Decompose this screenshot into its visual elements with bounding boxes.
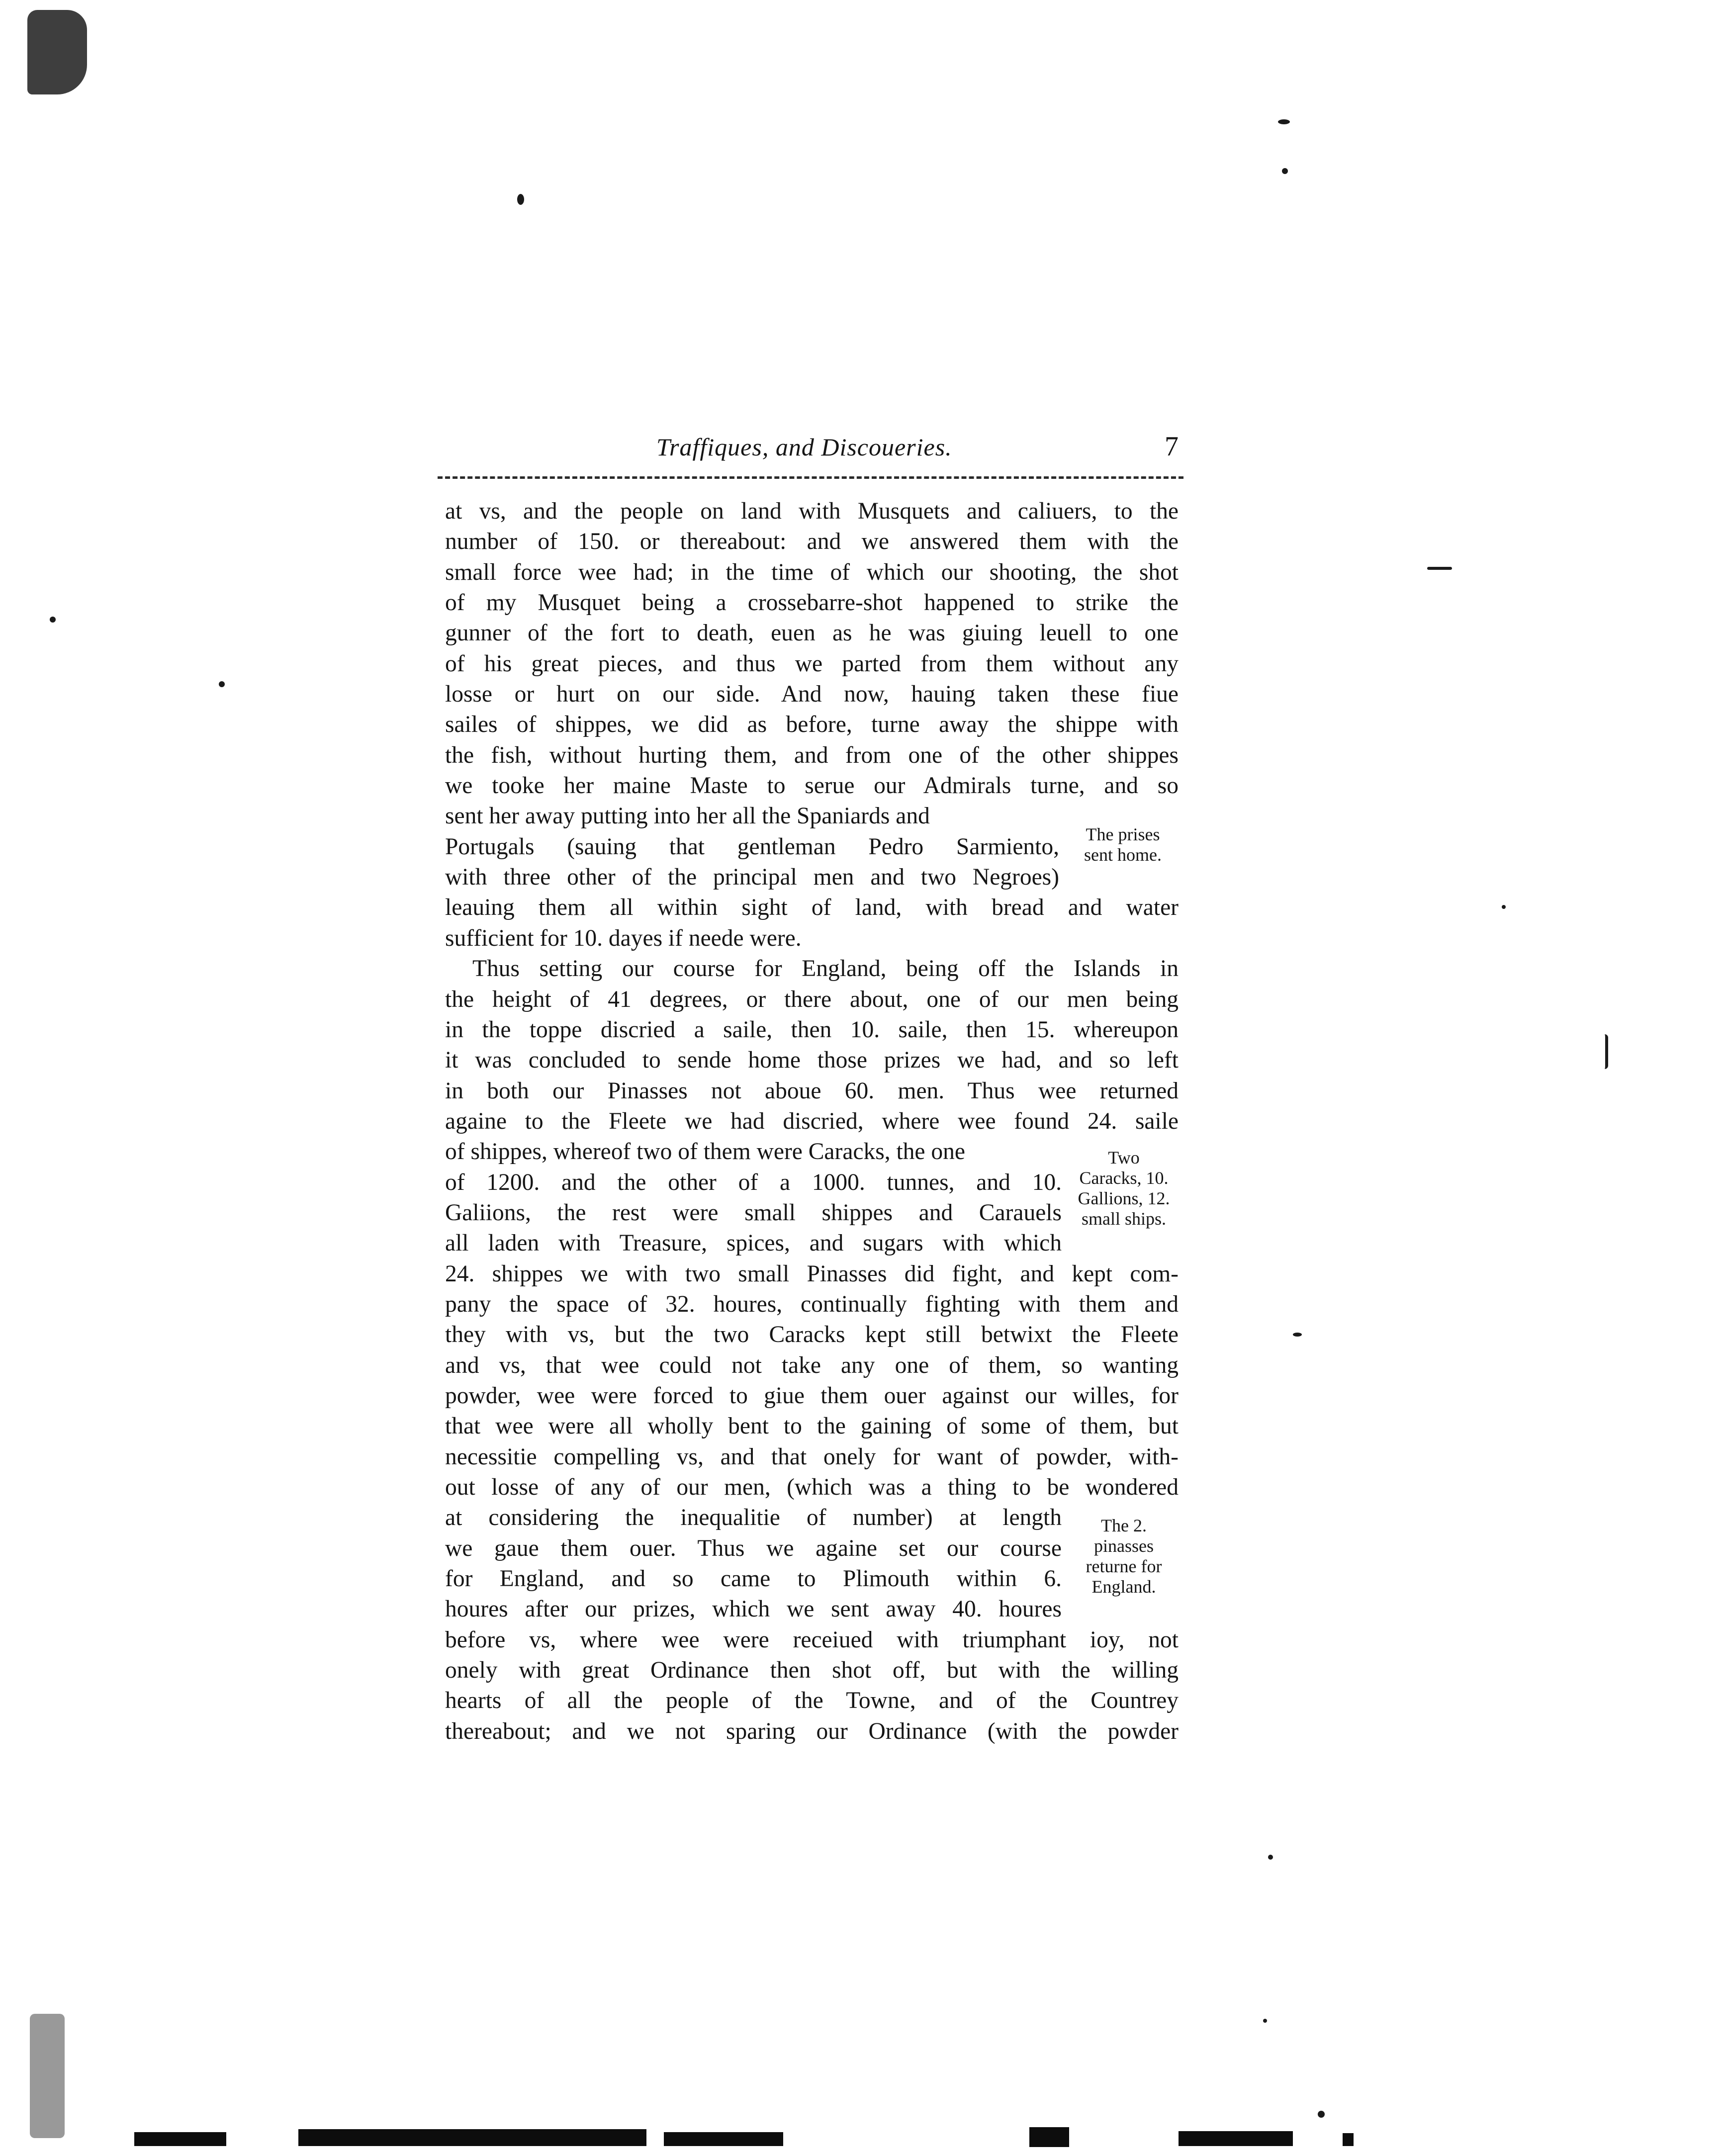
text-line: leauing them all within sight of land, with bread and water [445, 895, 1179, 921]
dust-speck [1601, 1034, 1608, 1069]
margin-note-line: England. [1091, 1577, 1156, 1597]
text-line: in the toppe discried a saile, then 10. saile, then 15. whereupon [445, 1016, 1179, 1043]
text-line: Galiions, the rest were small shippes and Carauels [445, 1199, 1062, 1226]
text-line: small force wee had; in the time of which our shooting, the shot [445, 559, 1179, 585]
text-line: of his great pieces, and thus we parted from them without any [445, 650, 1179, 677]
dust-speck [1263, 2019, 1267, 2023]
text-line: hearts of all the people of the Towne, and of the Countrey [445, 1688, 1179, 1714]
dust-speck [1278, 119, 1290, 124]
text-line: Thus setting our course for England, being off the Islands in [472, 956, 1179, 982]
scan-edge-smudge [30, 2014, 65, 2138]
text-line: before vs, where wee were receiued with triumphant ioy, not [445, 1626, 1179, 1653]
margin-note-line: returne for [1086, 1556, 1162, 1576]
running-head-title: Traffiques, and Discoueries. [656, 433, 952, 461]
text-line: gunner of the fort to death, euen as he was giuing leuell to one [445, 620, 1179, 646]
scan-bottom-bar [298, 2129, 646, 2146]
text-line: thereabout; and we not sparing our Ordinance (with the powder [445, 1718, 1179, 1744]
text-line: it was concluded to sende home those prizes we had, and so left [445, 1047, 1179, 1074]
dust-speck [1282, 168, 1288, 174]
text-line: necessitie compelling vs, and that onely for want of powder, with- [445, 1443, 1179, 1470]
dust-speck [1268, 1855, 1273, 1860]
text-line: sufficient for 10. dayes if neede were. [445, 925, 802, 951]
dust-speck [50, 617, 56, 623]
margin-note-line: pinasses [1094, 1536, 1154, 1556]
dust-speck [1293, 1333, 1302, 1337]
text-line: losse or hurt on our side. And now, hauing taken these fiue [445, 681, 1179, 708]
text-line: at vs, and the people on land with Musquets and caliuers, to the [445, 498, 1179, 524]
text-line: sailes of shippes, we did as before, turne away the shippe with [445, 712, 1179, 738]
text-line: of shippes, whereof two of them were Caracks, the one [445, 1139, 965, 1165]
scan-bottom-bar [1343, 2133, 1354, 2146]
text-line: we tooke her maine Maste to serue our Admirals turne, and so [445, 773, 1179, 799]
scan-bottom-bar [1029, 2127, 1069, 2147]
text-line: all laden with Treasure, spices, and sugars with which [445, 1230, 1062, 1257]
text-line: Portugals (sauing that gentleman Pedro Sarmiento, [445, 833, 1059, 860]
running-head [467, 433, 1179, 477]
margin-note-line: Caracks, 10. [1079, 1168, 1169, 1188]
text-line: powder, wee were forced to giue them ouer against our willes, for [445, 1382, 1179, 1409]
dust-speck [517, 194, 524, 205]
text-line: with three other of the principal men and two Negroes) [445, 864, 1059, 891]
text-line: pany the space of 32. houres, continually fighting with them and [445, 1291, 1179, 1317]
margin-note-pinasses [1062, 1516, 1186, 1597]
text-line: onely with great Ordinance then shot off, but with the willing [445, 1657, 1179, 1684]
text-line: at considering the inequalitie of number) at length [445, 1505, 1062, 1531]
text-line: in both our Pinasses not aboue 60. men. Thus wee returned [445, 1078, 1179, 1104]
text-line: of my Musquet being a crossebarre-shot happened to strike the [445, 590, 1179, 616]
margin-note-line: The 2. [1101, 1516, 1147, 1535]
dust-speck [219, 681, 225, 687]
text-line: of 1200. and the other of a 1000. tunnes, and 10. [445, 1169, 1062, 1195]
text-line: number of 150. or thereabout: and we answered them with the [445, 529, 1179, 555]
text-line: they with vs, but the two Caracks kept still betwixt the Fleete [445, 1322, 1179, 1348]
text-line: that wee were all wholly bent to the gaining of some of them, but [445, 1413, 1179, 1439]
margin-note-prizes [1063, 824, 1182, 865]
text-line: sent her away putting into her all the Spaniards and [445, 803, 930, 829]
scan-bottom-bar [1179, 2131, 1293, 2146]
text-line: out losse of any of our men, (which was a thing to be wondered [445, 1474, 1179, 1500]
margin-note-line: The prises [1086, 824, 1160, 844]
margin-note-line: small ships. [1081, 1209, 1166, 1229]
text-line: 24. shippes we with two small Pinasses did fight, and kept com- [445, 1260, 1179, 1287]
head-rule [438, 476, 1183, 479]
margin-note-caracks [1062, 1148, 1186, 1229]
margin-note-line: sent home. [1084, 845, 1162, 865]
text-line: againe to the Fleete we had discried, where wee found 24. saile [445, 1108, 1179, 1134]
margin-note-line: Two [1108, 1148, 1140, 1168]
dust-speck [1427, 567, 1452, 570]
scan-bottom-bar [664, 2132, 783, 2146]
margin-note-line: Gallions, 12. [1078, 1188, 1170, 1208]
scan-bottom-bar [134, 2132, 226, 2146]
text-line: the height of 41 degrees, or there about, one of our men being [445, 986, 1179, 1012]
text-line: the fish, without hurting them, and from one of the other shippes [445, 742, 1179, 768]
scan-edge-smudge [27, 10, 87, 94]
text-line: houres after our prizes, which we sent away 40. houres [445, 1596, 1062, 1622]
text-line: and vs, that wee could not take any one of them, so wanting [445, 1352, 1179, 1378]
dust-speck [1502, 905, 1506, 909]
page-number: 7 [1165, 431, 1179, 462]
text-line: we gaue them ouer. Thus we againe set our course [445, 1535, 1062, 1561]
dust-speck [1318, 2111, 1325, 2118]
text-line: for England, and so came to Plimouth within 6. [445, 1566, 1062, 1592]
